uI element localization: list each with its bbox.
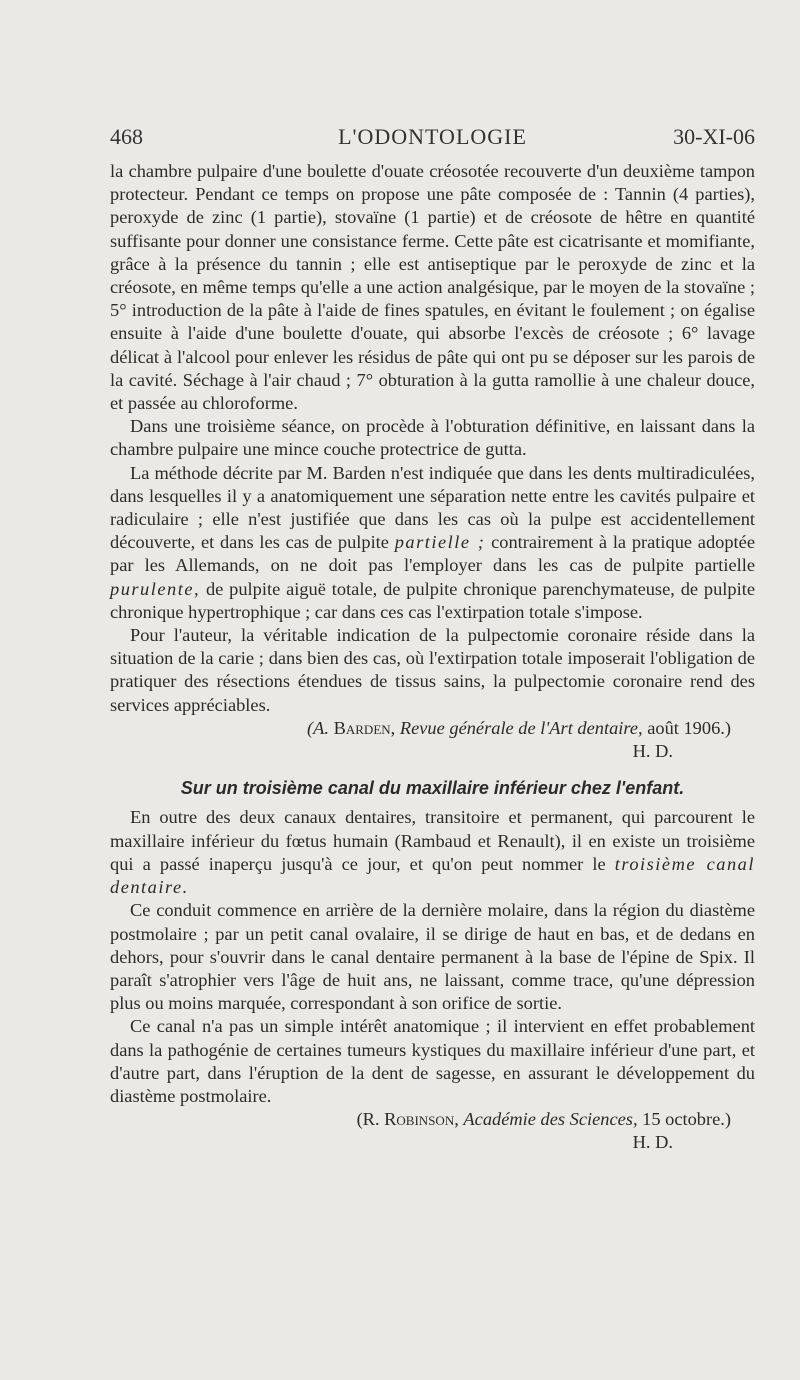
paragraph: Ce canal n'a pas un simple intérêt anatomique ; il intervient en effet probablement dans la pathogénie de certaines tumeurs kystiques du maxillaire inférieur d'une part, et d'autre part, dans l'éruption de la dent de sagesse, en assurant le développement du diastème postmolaire.	[110, 1016, 755, 1106]
text-run: de pulpite aiguë totale, de pulpite chronique parenchymateuse, de pulpite chronique hypertrophique ; car dans ces cas l'extirpation totale s'impose.	[110, 578, 755, 622]
signature: H. D.	[632, 1132, 673, 1153]
citation-open: (A.	[307, 717, 334, 738]
text-run: La méthode décrite par M. Barden n'est indiquée que dans les dents multiradiculées, dans lesquelles il y a anatomiquement une séparation nette entre les cavités pulpaire et radiculaire ; elle n'est justifiée que dans les cas où la pulpe est accidentellement découverte, et dans les cas de pulpite	[110, 462, 755, 553]
section-title: Sur un troisième canal du maxillaire inférieur chez l'enfant.	[180, 778, 685, 799]
running-title: L'ODONTOLOGIE	[338, 124, 527, 149]
italic-term: troisième canal dentaire.	[110, 853, 755, 898]
citation-open: (R.	[356, 1109, 385, 1130]
italic-term: partielle ;	[394, 532, 486, 553]
page-body	[110, 160, 755, 1155]
running-header	[110, 124, 755, 154]
issue-date: 30-XI-06	[673, 124, 755, 149]
paragraph: Dans une troisième séance, on procède à l'obturation définitive, en laissant dans la chambre pulpaire une mince couche protectrice de gutta.	[110, 416, 755, 460]
citation-date: 15 octobre.)	[637, 1109, 731, 1130]
italic-term: purulente,	[110, 578, 201, 599]
paragraph	[110, 806, 755, 899]
citation	[110, 1108, 755, 1131]
citation-journal: Revue générale de l'Art dentaire,	[399, 717, 643, 738]
citation-author: Robinson,	[384, 1109, 459, 1130]
paragraph: la chambre pulpaire d'une boulette d'ouate créosotée recouverte d'un deuxième tampon protecteur. Pendant ce temps on propose une pâte composée de : Tannin (4 parties), peroxyde de zinc (1 partie), stovaïne (1 partie) et de créosote de hêtre en quantité suffisante pour donner une consistance ferme. Cette pâte est cicatrisante et momifiante, grâce à la présence du tannin ; elle est antiseptique par le peroxyde de zinc et la créosote, en même temps qu'elle a une action analgésique, par le moyen de la stovaïne ; 5° introduction de la pâte à l'aide de fines spatules, en évitant le foulement ; on égalise ensuite à l'aide d'une boulette d'ouate, qui absorbe l'excès de créosote ; 6° lavage délicat à l'alcool pour enlever les résidus de pâte qui ont pu se déposer sur les parois de la cavité. Séchage à l'air chaud ; 7° obturation à la gutta ramollie à une chaleur douce, et passée au chloroforme.	[110, 161, 755, 414]
paragraph	[110, 462, 755, 624]
citation	[110, 717, 755, 740]
text-run: contrairement à la pratique adoptée par les Allemands, on ne doit pas l'employer dans les cas de pulpite partielle	[110, 532, 755, 576]
text-run: En outre des deux canaux dentaires, transitoire et permanent, qui parcourent le maxillaire inférieur du fœtus humain (Rambaud et Renault), il en existe un troisième qui a passé inaperçu jusqu'à ce jour, et qu'on peut nommer le	[110, 807, 755, 874]
citation-journal: Académie des Sciences,	[463, 1109, 638, 1130]
page-number: 468	[110, 124, 143, 149]
paragraph: Pour l'auteur, la véritable indication de la pulpectomie coronaire réside dans la situation de la carie ; dans bien des cas, où l'extirpation totale imposerait l'obligation de pratiquer des résections étendues de tissus sains, la pulpectomie coronaire rend des services appréciables.	[110, 625, 755, 715]
citation-date: août 1906.)	[642, 717, 731, 738]
signature: H. D.	[632, 741, 673, 762]
citation-author: Barden,	[333, 717, 396, 738]
paragraph: Ce conduit commence en arrière de la dernière molaire, dans la région du diastème postmolaire ; par un petit canal ovalaire, il se dirige de haut en bas, et de dedans en dehors, pour s'ouvrir dans le canal dentaire permanent à la base de l'épine de Spix. Il paraît s'atrophier vers l'âge de huit ans, ne laissant, comme trace, qu'une dépression plus ou moins marquée, correspondant à son orifice de sortie.	[110, 900, 755, 1014]
